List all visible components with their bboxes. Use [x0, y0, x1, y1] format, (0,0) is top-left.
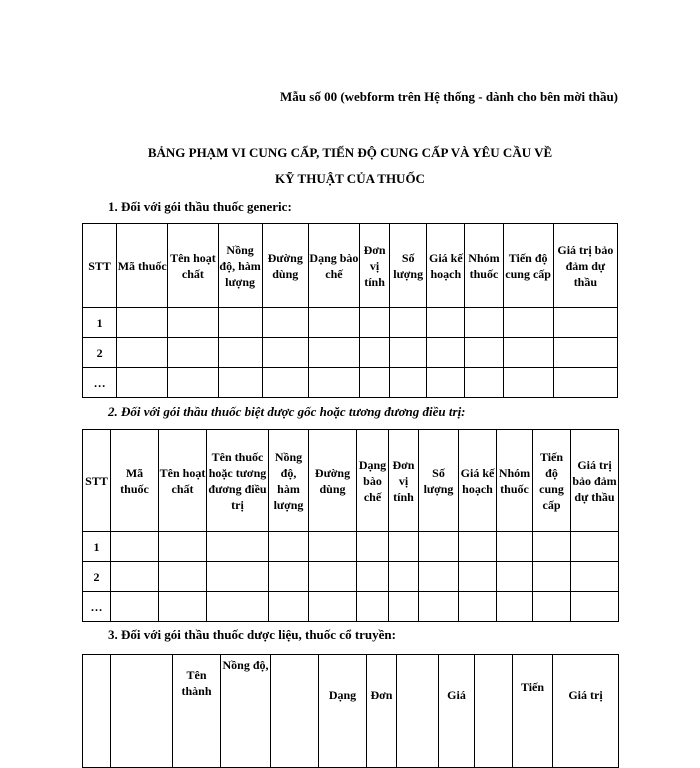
table-cell[interactable] [309, 592, 357, 622]
column-header-route: Đường dùng [262, 224, 308, 308]
table-cell[interactable] [308, 308, 359, 338]
row-number: … [83, 592, 111, 622]
table-cell[interactable] [459, 562, 497, 592]
table-cell[interactable] [357, 532, 389, 562]
row-number: 2 [83, 338, 117, 368]
table-cell[interactable] [207, 592, 269, 622]
row-number: 1 [83, 308, 117, 338]
table-cell[interactable] [111, 532, 159, 562]
table-cell[interactable] [427, 308, 465, 338]
form-code: Mẫu số 00 (webform trên Hệ thống - dành cho bên mời thầu) [280, 89, 618, 104]
table-cell[interactable] [465, 308, 503, 338]
column-header-bid-security: Giá trị bảo đảm dự thầu [571, 430, 619, 532]
row-number: 2 [83, 562, 111, 592]
table-cell[interactable] [269, 532, 309, 562]
table-cell[interactable] [360, 308, 390, 338]
table-cell[interactable] [168, 368, 218, 398]
table-cell[interactable] [553, 338, 617, 368]
table-cell[interactable] [427, 368, 465, 398]
column-header-quantity: Số lượng [390, 224, 427, 308]
table-cell[interactable] [207, 532, 269, 562]
table-cell[interactable] [218, 368, 262, 398]
table-cell[interactable] [357, 592, 389, 622]
table-cell[interactable] [168, 338, 218, 368]
table-cell[interactable] [111, 592, 159, 622]
column-header: Giá trị [553, 655, 619, 768]
table-cell[interactable] [571, 562, 619, 592]
table-cell[interactable] [571, 592, 619, 622]
table-cell[interactable] [533, 592, 571, 622]
table-cell[interactable] [117, 368, 168, 398]
column-header-concentration: Nồng độ, hàm lượng [218, 224, 262, 308]
row-number: 1 [83, 532, 111, 562]
column-header-bid-security: Giá trị bảo đảm dự thầu [553, 224, 617, 308]
column-header-unit: Đơn vị tính [389, 430, 419, 532]
table-cell[interactable] [533, 562, 571, 592]
table-cell[interactable] [459, 532, 497, 562]
column-header: Nồng độ, [221, 655, 271, 768]
section-2-heading: 2. Đối với gói thầu thuốc biệt dược gốc hoặc tương đương điều trị: [108, 404, 466, 419]
table-cell[interactable] [207, 562, 269, 592]
table-cell[interactable] [465, 338, 503, 368]
table-cell[interactable] [168, 308, 218, 338]
table-cell[interactable] [459, 592, 497, 622]
table-cell[interactable] [262, 338, 308, 368]
column-header-route: Đường dùng [309, 430, 357, 532]
table-cell[interactable] [308, 338, 359, 368]
table-cell[interactable] [111, 562, 159, 592]
table-cell[interactable] [269, 592, 309, 622]
column-header-drug-group: Nhóm thuốc [497, 430, 533, 532]
table-cell[interactable] [360, 368, 390, 398]
column-header-planned-price: Giá kế hoạch [427, 224, 465, 308]
table-cell[interactable] [269, 562, 309, 592]
table-cell[interactable] [117, 338, 168, 368]
table-cell[interactable] [218, 308, 262, 338]
column-header: Giá [439, 655, 475, 768]
table-cell[interactable] [389, 592, 419, 622]
column-header: Dạng [319, 655, 367, 768]
section-3-heading: 3. Đối với gói thầu thuốc dược liệu, thuốc cổ truyền: [108, 627, 396, 642]
table-cell[interactable] [503, 368, 553, 398]
table-cell[interactable] [159, 532, 207, 562]
column-header-stt: STT [83, 430, 111, 532]
column-header-unit: Đơn vị tính [360, 224, 390, 308]
table-row [83, 532, 619, 562]
column-header-drug-name-equivalent: Tên thuốc hoặc tương đương điều trị [207, 430, 269, 532]
table-cell[interactable] [389, 532, 419, 562]
table-cell[interactable] [571, 532, 619, 562]
column-header-active-ingredient: Tên hoạt chất [159, 430, 207, 532]
table-row [83, 592, 619, 622]
column-header: Tên thành [173, 655, 221, 768]
table-cell[interactable] [262, 308, 308, 338]
column-header: Đơn [367, 655, 397, 768]
table-cell[interactable] [503, 338, 553, 368]
table-header-row [83, 430, 619, 532]
table-cell[interactable] [533, 532, 571, 562]
document-title-line-1: BẢNG PHẠM VI CUNG CẤP, TIẾN ĐỘ CUNG CẤP VÀ YÊU CẦU VỀ [147, 145, 553, 160]
table-cell[interactable] [419, 592, 459, 622]
column-header-active-ingredient: Tên hoạt chất [168, 224, 218, 308]
table-cell[interactable] [360, 338, 390, 368]
column-header-stt: STT [83, 224, 117, 308]
brand-name-drug-table [82, 429, 619, 622]
table-cell[interactable] [427, 338, 465, 368]
document-title-line-2: KỸ THUẬT CỦA THUỐC [275, 171, 425, 186]
column-header-supply-schedule: Tiến độ cung cấp [533, 430, 571, 532]
column-header-drug-group: Nhóm thuốc [465, 224, 503, 308]
table-cell[interactable] [465, 368, 503, 398]
table-cell[interactable] [390, 308, 427, 338]
table-cell[interactable] [357, 562, 389, 592]
table-cell[interactable] [553, 368, 617, 398]
table-cell[interactable] [218, 338, 262, 368]
table-cell[interactable] [390, 368, 427, 398]
column-header [271, 655, 319, 768]
column-header [397, 655, 439, 768]
table-cell[interactable] [419, 562, 459, 592]
column-header-dosage-form: Dạng bào chế [357, 430, 389, 532]
table-cell[interactable] [419, 532, 459, 562]
column-header-dosage-form: Dạng bào chế [308, 224, 359, 308]
column-header-planned-price: Giá kế hoạch [459, 430, 497, 532]
table-cell[interactable] [503, 308, 553, 338]
table-header-row [83, 224, 618, 308]
table-cell[interactable] [309, 532, 357, 562]
table-cell[interactable] [117, 308, 168, 338]
table-row [83, 562, 619, 592]
column-header: Tiến [513, 655, 553, 768]
table-cell[interactable] [390, 338, 427, 368]
column-header [83, 655, 111, 768]
column-header-concentration: Nồng độ, hàm lượng [269, 430, 309, 532]
herbal-drug-table [82, 654, 619, 768]
row-number: … [83, 368, 117, 398]
table-row [83, 368, 618, 398]
column-header-supply-schedule: Tiến độ cung cấp [503, 224, 553, 308]
table-cell[interactable] [497, 532, 533, 562]
table-cell[interactable] [159, 562, 207, 592]
generic-drug-table [82, 223, 618, 398]
table-cell[interactable] [553, 308, 617, 338]
table-cell[interactable] [159, 592, 207, 622]
table-cell[interactable] [308, 368, 359, 398]
table-cell[interactable] [262, 368, 308, 398]
table-cell[interactable] [497, 562, 533, 592]
table-cell[interactable] [309, 562, 357, 592]
column-header [475, 655, 513, 768]
column-header-quantity: Số lượng [419, 430, 459, 532]
column-header [111, 655, 173, 768]
column-header-drug-code: Mã thuốc [111, 430, 159, 532]
section-1-heading: 1. Đối với gói thầu thuốc generic: [108, 199, 292, 214]
table-row [83, 308, 618, 338]
table-cell[interactable] [389, 562, 419, 592]
table-header-row [83, 655, 619, 768]
column-header-drug-code: Mã thuốc [117, 224, 168, 308]
table-row [83, 338, 618, 368]
table-cell[interactable] [497, 592, 533, 622]
